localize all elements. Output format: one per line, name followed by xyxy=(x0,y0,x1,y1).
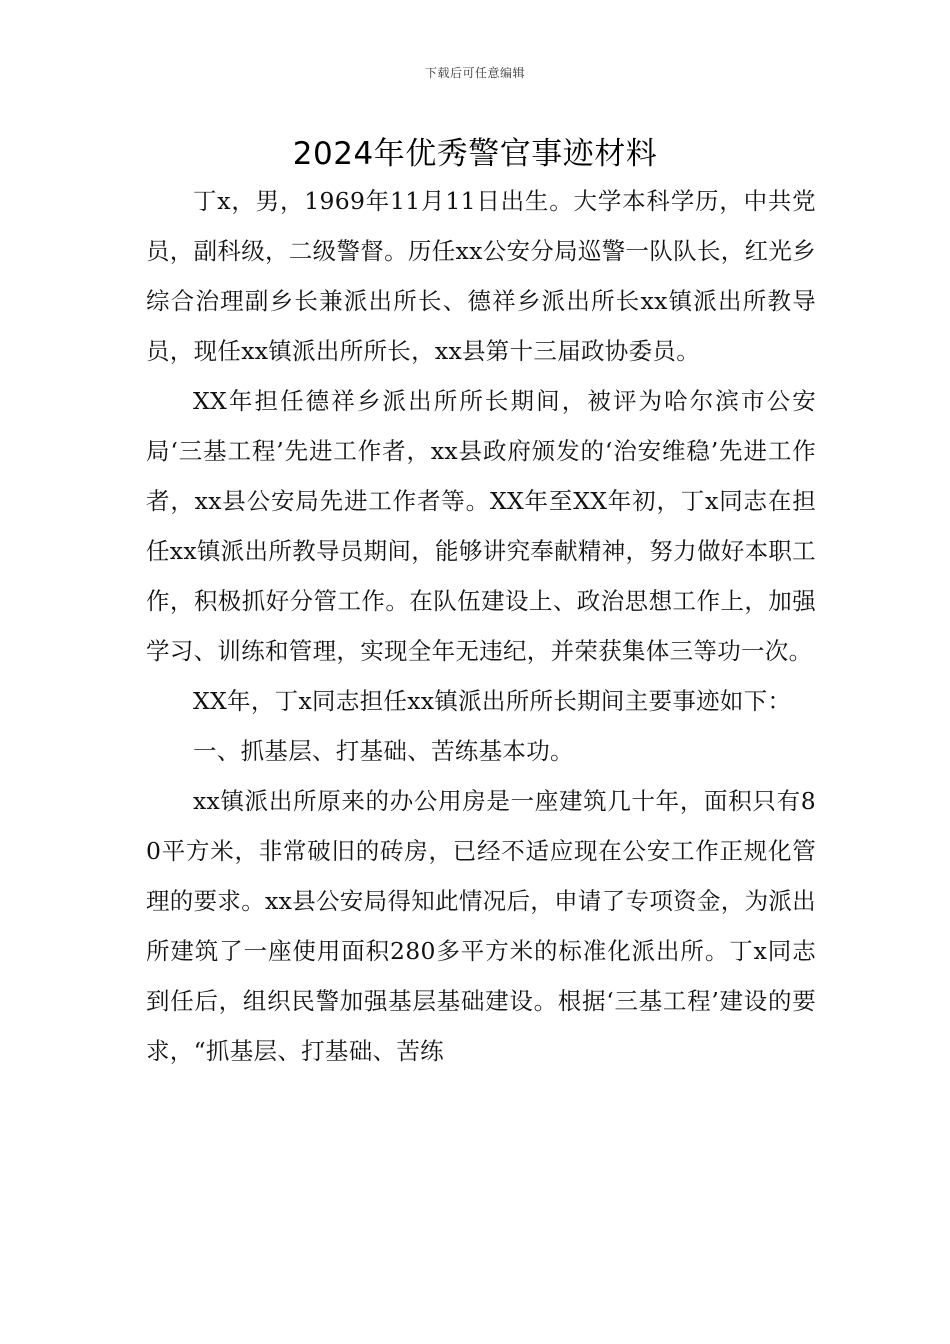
paragraph-intro-deeds: XX年，丁x同志担任xx镇派出所所长期间主要事迹如下： xyxy=(193,687,792,715)
document-body xyxy=(146,176,816,1076)
header-note: 下载后可任意编辑 xyxy=(424,66,525,80)
document-title: 2024年优秀警官事迹材料 xyxy=(292,136,658,172)
paragraph-station-building: xx镇派出所原来的办公用房是一座建筑几十年，面积只有80平方米，非常破旧的砖房，已经不适应现在公安工作正规化管理的要求。xx县公安局得知此情况后，申请了专项资金，为派出所建筑了一座使用面积280多平方米的标准化派出所。丁x同志到任后，组织民警加强基层基础建设。根据‘三基工程’建设的要求，“抓基层、打基础、苦练 xyxy=(146,787,816,1065)
section-heading-1: 一、抓基层、打基础、苦练基本功。 xyxy=(193,737,574,765)
paragraph-profile: 丁x，男，1969年11月11日出生。大学本科学历，中共党员，副科级，二级警督。历任xx公安分局巡警一队队长，红光乡综合治理副乡长兼派出所长、德祥乡派出所长xx镇派出所教导员，现任xx镇派出所所长，xx县第十三届政协委员。 xyxy=(146,187,816,365)
paragraph-honors: XX年担任德祥乡派出所所长期间，被评为哈尔滨市公安局‘三基工程’先进工作者，xx县政府颁发的‘治安维稳’先进工作者，xx县公安局先进工作者等。XX年至XX年初，丁x同志在担任xx镇派出所教导员期间，能够讲究奉献精神，努力做好本职工作，积极抓好分管工作。在队伍建设上、政治思想工作上，加强学习、训练和管理，实现全年无违纪，并荣获集体三等功一次。 xyxy=(146,387,816,665)
